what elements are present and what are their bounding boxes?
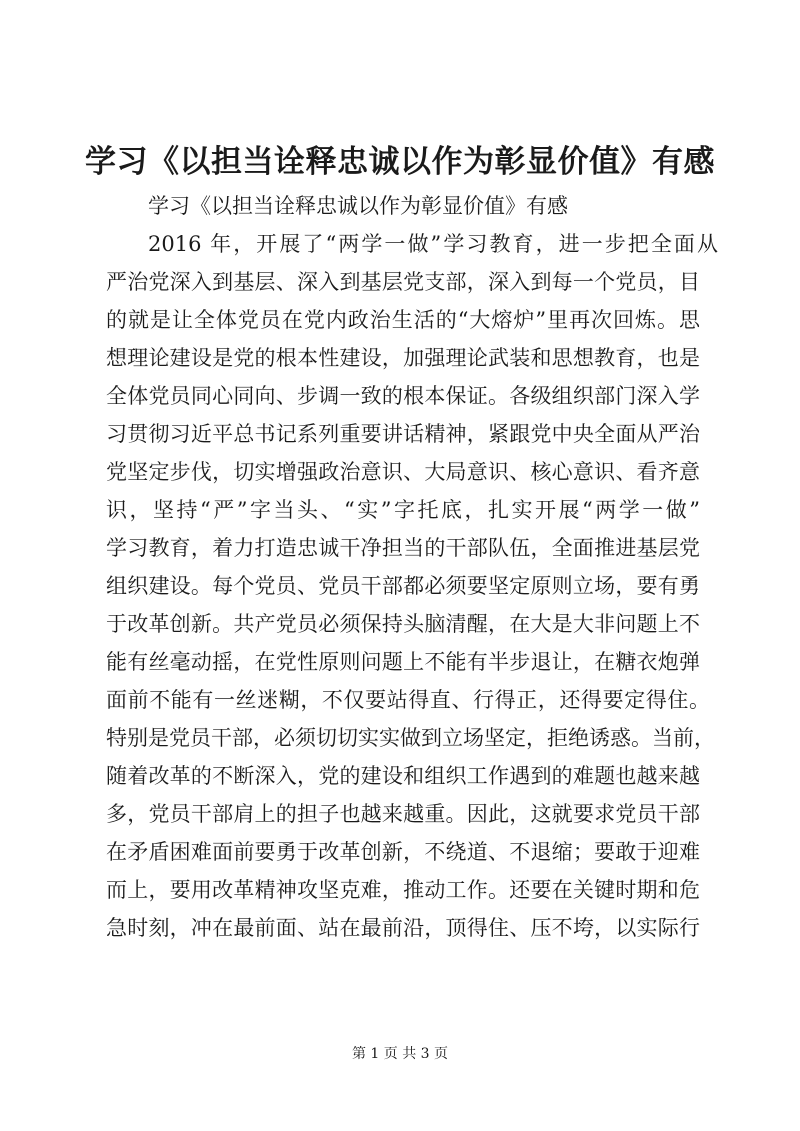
body-line-17: 在矛盾困难面前要勇于改革创新，不绕道、不退缩；要敢于迎难: [106, 840, 700, 864]
body-line-6: 习贯彻习近平总书记系列重要讲话精神，紧跟党中央全面从严治: [106, 422, 700, 446]
body-line-10: 组织建设。每个党员、党员干部都必须要坚定原则立场，要有勇: [106, 574, 700, 598]
body-line-4: 想理论建设是党的根本性建设，加强理论武装和思想教育，也是: [106, 346, 700, 370]
page-number-footer: 第 1 页 共 3 页: [351, 1046, 449, 1062]
body-line-16: 多，党员干部肩上的担子也越来越重。因此，这就要求党员干部: [106, 802, 700, 826]
document-title: 学习《以担当诠释忠诚以作为彰显价值》有感: [85, 144, 715, 180]
body-line-7: 党坚定步伐，切实增强政治意识、大局意识、核心意识、看齐意: [106, 460, 700, 484]
body-line-2: 严治党深入到基层、深入到基层党支部，深入到每一个党员，目: [106, 270, 700, 294]
body-line-9: 学习教育，着力打造忠诚干净担当的干部队伍，全面推进基层党: [106, 536, 700, 560]
body-line-19: 急时刻，冲在最前面、站在最前沿，顶得住、压不垮，以实际行: [106, 916, 700, 940]
body-line-14: 特别是党员干部，必须切切实实做到立场坚定，拒绝诱惑。当前，: [106, 726, 715, 750]
body-line-18: 而上，要用改革精神攻坚克难，推动工作。还要在关键时期和危: [106, 878, 700, 902]
body-line-15: 随着改革的不断深入，党的建设和组织工作遇到的难题也越来越: [106, 764, 700, 788]
body-line-11: 于改革创新。共产党员必须保持头脑清醒，在大是大非问题上不: [106, 612, 700, 636]
body-line-12: 能有丝毫动摇，在党性原则问题上不能有半步退让，在糖衣炮弹: [106, 650, 700, 674]
body-line-8: 识，坚持“严”字当头、“实”字托底，扎实开展“两学一做”: [106, 498, 700, 522]
document-subtitle: 学习《以担当诠释忠诚以作为彰显价值》有感: [148, 194, 568, 218]
body-line-3: 的就是让全体党员在党内政治生活的“大熔炉”里再次回炼。思: [106, 308, 700, 332]
body-line-13: 面前不能有一丝迷糊，不仅要站得直、行得正，还得要定得住。: [106, 688, 710, 712]
body-line-1: 2016 年，开展了“两学一做”学习教育，进一步把全面从: [148, 232, 718, 256]
body-line-5: 全体党员同心同向、步调一致的根本保证。各级组织部门深入学: [106, 384, 700, 408]
